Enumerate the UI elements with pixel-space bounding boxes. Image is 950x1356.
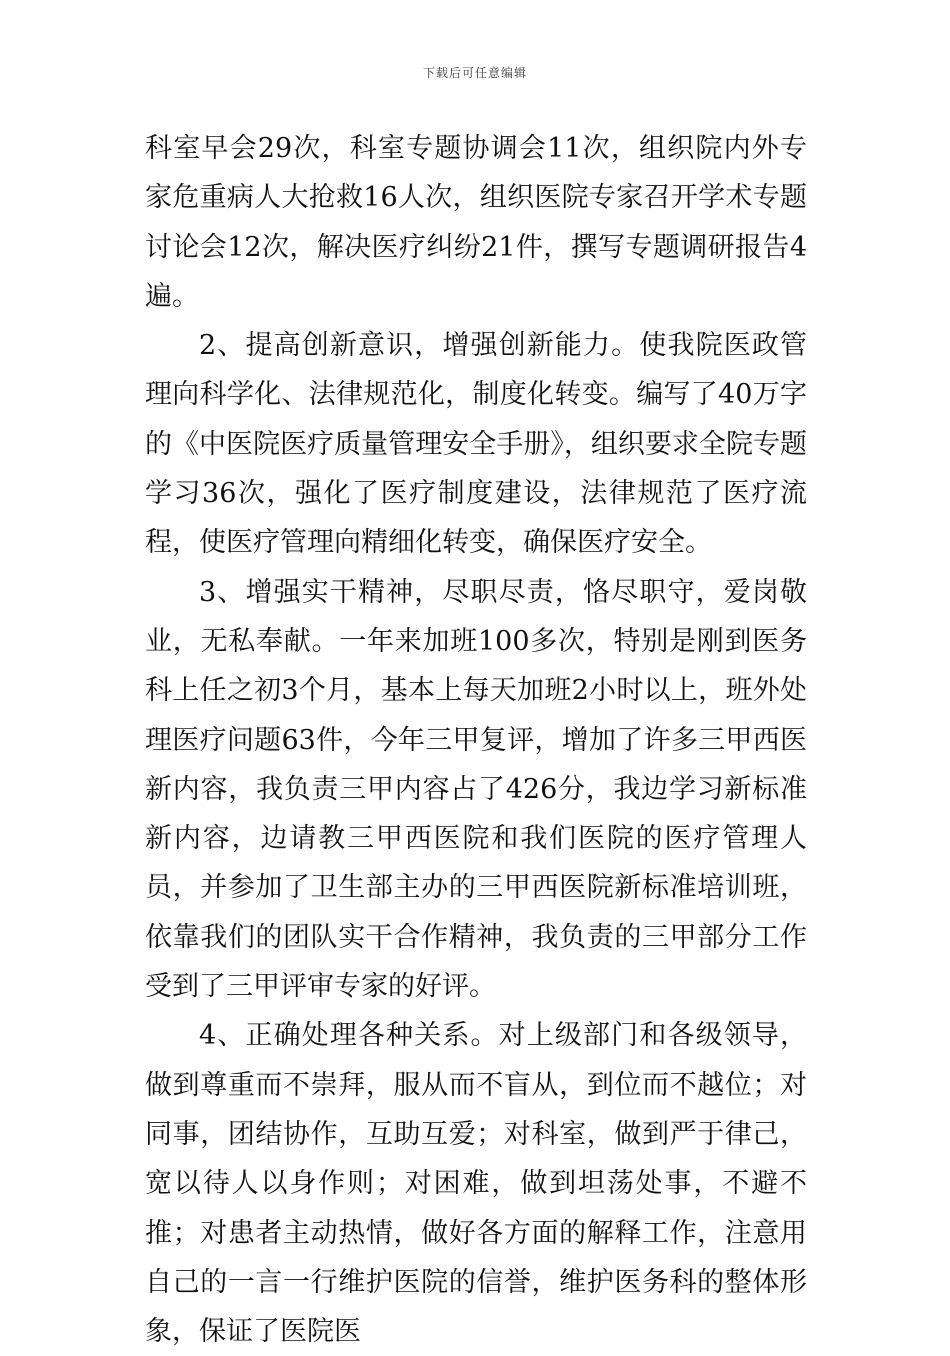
page-header: 下载后可任意编辑	[422, 66, 527, 80]
paragraph-continuation: 科室早会29次，科室专题协调会11次，组织院内外专家危重病人大抢救16人次，组织医院专家召开学术专题讨论会12次，解决医疗纠纷21件，撰写专题调研报告4遍。	[145, 133, 807, 312]
paragraph-innovation: 2、提高创新意识，增强创新能力。使我院医政管理向科学化、法律规范化，制度化转变。编写了40万字的《中医院医疗质量管理安全手册》，组织要求全院专题学习36次，强化了医疗制度建设，法律规范了医疗流程，使医疗管理向精细化转变，确保医疗安全。	[145, 330, 807, 559]
paragraph-relationships: 4、正确处理各种关系。对上级部门和各级领导，做到尊重而不崇拜，服从而不盲从，到位而不越位；对同事，团结协作，互助互爱；对科室，做到严于律己，宽以待人以身作则；对困难，做到坦荡处事，不避不推；对患者主动热情，做好各方面的解释工作，注意用自己的一言一行维护医院的信誉，维护医务科的整体形象，保证了医院医	[145, 1020, 807, 1348]
document-body	[145, 124, 807, 1356]
paragraph-dedication: 3、增强实干精神，尽职尽责，恪尽职守，爱岗敬业，无私奉献。一年来加班100多次，特别是刚到医务科上任之初3个月，基本上每天加班2小时以上，班外处理医疗问题63件，今年三甲复评，增加了许多三甲西医新内容，我负责三甲内容占了426分，我边学习新标准新内容，边请教三甲西医院和我们医院的医疗管理人员，并参加了卫生部主办的三甲西医院新标准培训班，依靠我们的团队实干合作精神，我负责的三甲部分工作受到了三甲评审专家的好评。	[145, 576, 807, 1003]
